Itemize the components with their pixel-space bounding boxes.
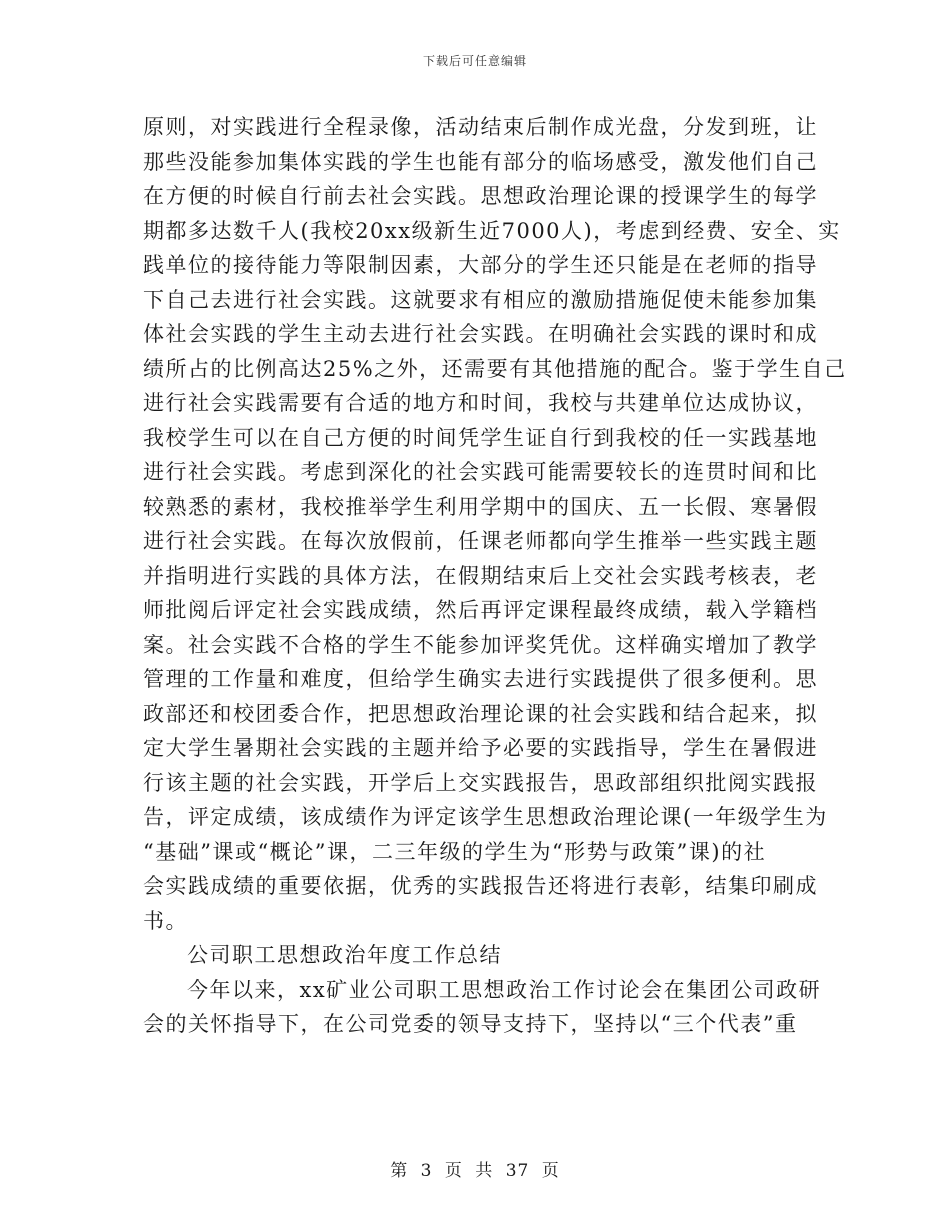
text-line: 较熟悉的素材，我校推举学生利用学期中的国庆、五一长假、寒暑假 bbox=[143, 494, 818, 519]
text-line: 会实践成绩的重要依据，优秀的实践报告还将进行表彰，结集印刷成 bbox=[143, 874, 818, 898]
page-footer: 第 3 页 共 37 页 bbox=[390, 1161, 560, 1181]
text-line: 定大学生暑期社会实践的主题并给予必要的实践指导，学生在暑假进 bbox=[143, 736, 818, 760]
text-line: “基础”课或“概论”课，二三年级的学生为“形势与政策”课)的社 bbox=[143, 839, 767, 864]
text-line: 下自己去进行社会实践。这就要求有相应的激励措施促使未能参加集 bbox=[143, 287, 818, 312]
text-line: 期都多达数千人(我校20xx级新生近7000人)，考虑到经费、安全、实 bbox=[143, 218, 841, 243]
text-line: 会的关怀指导下，在公司党委的领导支持下，坚持以“三个代表”重 bbox=[143, 1012, 798, 1036]
text-line: 书。 bbox=[143, 908, 188, 933]
section-title: 公司职工思想政治年度工作总结 bbox=[187, 943, 502, 967]
text-line: 进行社会实践。在每次放假前，任课老师都向学生推举一些实践主题 bbox=[143, 529, 818, 553]
text-line: 师批阅后评定社会实践成绩，然后再评定课程最终成绩，载入学籍档 bbox=[143, 598, 818, 622]
text-line: 原则，对实践进行全程录像，活动结束后制作成光盘，分发到班，让 bbox=[143, 115, 818, 139]
text-line: 管理的工作量和难度，但给学生确实去进行实践提供了很多便利。思 bbox=[143, 667, 818, 691]
text-line: 进行社会实践。考虑到深化的社会实践可能需要较长的连贯时间和比 bbox=[143, 460, 818, 484]
text-line: 体社会实践的学生主动去进行社会实践。在明确社会实践的课时和成 bbox=[143, 322, 818, 346]
text-line: 今年以来，xx矿业公司职工思想政治工作讨论会在集团公司政研 bbox=[187, 977, 822, 1002]
text-line: 政部还和校团委合作，把思想政治理论课的社会实践和结合起来，拟 bbox=[143, 701, 818, 726]
text-line: 在方便的时候自行前去社会实践。思想政治理论课的授课学生的每学 bbox=[143, 184, 818, 208]
text-line: 行该主题的社会实践，开学后上交实践报告，思政部组织批阅实践报 bbox=[143, 770, 818, 795]
document-body bbox=[143, 110, 847, 1042]
text-line: 进行社会实践需要有合适的地方和时间，我校与共建单位达成协议， bbox=[143, 391, 818, 415]
text-line: 我校学生可以在自己方便的时间凭学生证自行到我校的任一实践基地 bbox=[143, 425, 818, 450]
text-line: 那些没能参加集体实践的学生也能有部分的临场感受，激发他们自己 bbox=[143, 149, 818, 174]
text-line: 践单位的接待能力等限制因素，大部分的学生还只能是在老师的指导 bbox=[143, 253, 818, 277]
text-line: 绩所占的比例高达25%之外，还需要有其他措施的配合。鉴于学生自己 bbox=[143, 356, 847, 381]
text-line: 告，评定成绩，该成绩作为评定该学生思想政治理论课(一年级学生为 bbox=[143, 805, 828, 829]
text-line: 并指明进行实践的具体方法，在假期结束后上交社会实践考核表，老 bbox=[143, 563, 818, 588]
page-header: 下载后可任意编辑 bbox=[422, 54, 527, 68]
text-line: 案。社会实践不合格的学生不能参加评奖凭优。这样确实增加了教学 bbox=[143, 632, 818, 657]
